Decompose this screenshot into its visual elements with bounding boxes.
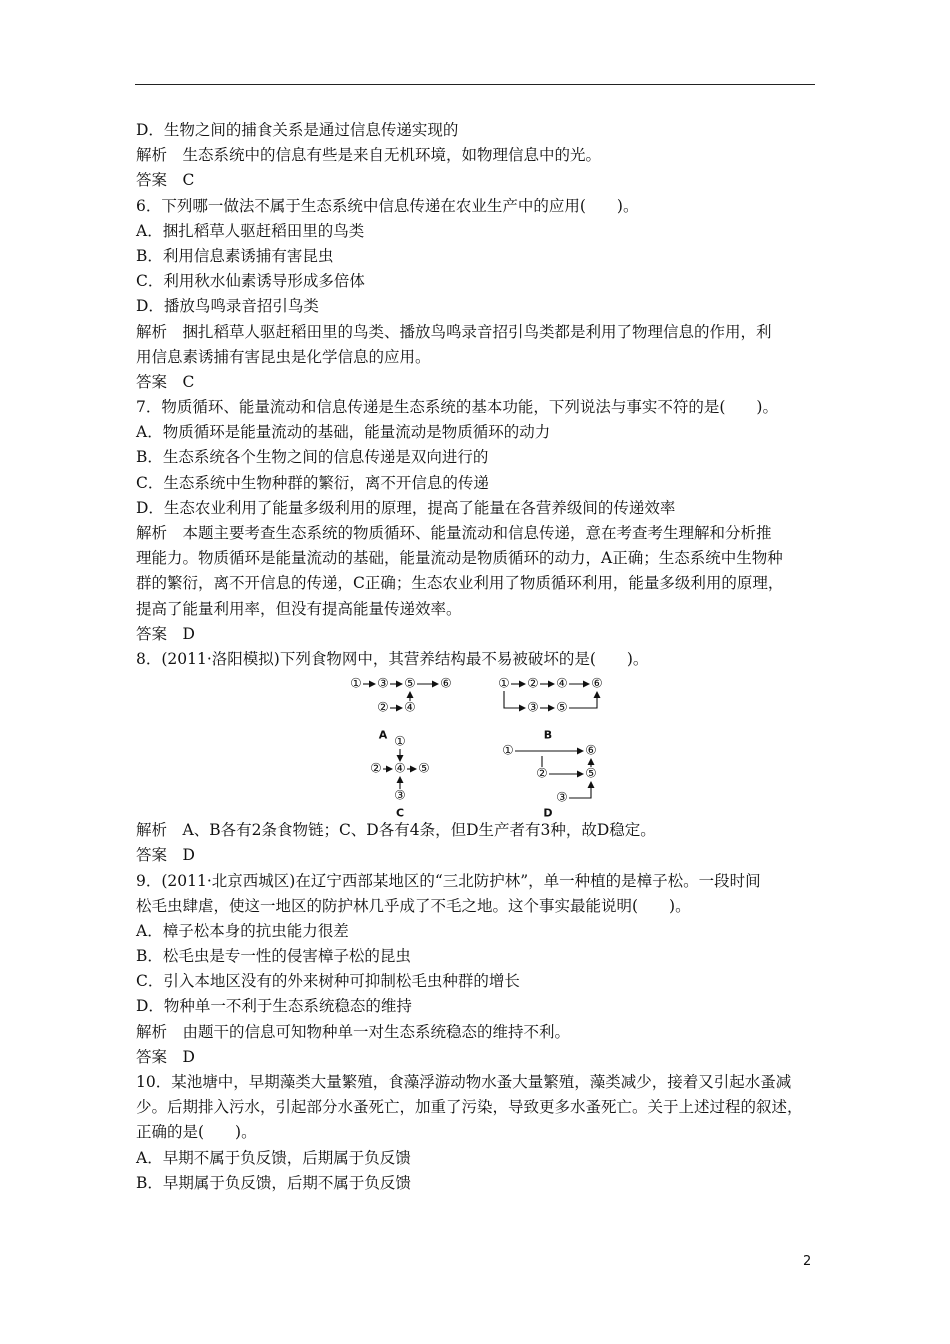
node: ⑤ — [418, 761, 430, 777]
text-line: 7．物质循环、能量流动和信息传递是生态系统的基本功能，下列说法与事实不符的是( )。 — [136, 398, 778, 417]
arrow — [504, 691, 525, 708]
text-line: B．早期属于负反馈，后期不属于负反馈 — [136, 1173, 411, 1192]
node: ③ — [556, 790, 568, 806]
text-line: 6．下列哪一做法不属于生态系统中信息传递在农业生产中的应用( )。 — [136, 196, 639, 215]
text-line: 解析 A、B各有2条食物链；C、D各有4条，但D生产者有3种，故D稳定。 — [136, 821, 656, 840]
text-line: 答案 D — [136, 1047, 195, 1066]
text-line: A．捆扎稻草人驱赶稻田里的鸟类 — [136, 221, 365, 240]
node: ② — [527, 676, 539, 692]
text-line: 答案 C — [136, 372, 195, 391]
text-line: D．生态农业利用了能量多级利用的原理，提高了能量在各营养级间的传递效率 — [136, 498, 676, 517]
node: ③ — [394, 788, 406, 804]
node: ② — [536, 766, 548, 782]
text-line: 解析 捆扎稻草人驱赶稻田里的鸟类、播放鸟鸣录音招引鸟类都是利用了物理信息的作用，利 — [136, 322, 772, 341]
text-line: B．生态系统各个生物之间的信息传递是双向进行的 — [136, 448, 489, 467]
food-web-b — [498, 677, 603, 742]
food-web-d — [502, 744, 597, 819]
food-web-c — [370, 735, 430, 819]
text-line: A．早期不属于负反馈，后期属于负反馈 — [136, 1148, 411, 1167]
food-web-figure — [136, 672, 816, 818]
text-line: C．引入本地区没有的外来树种可抑制松毛虫种群的增长 — [136, 972, 520, 991]
diagram-label: C — [395, 806, 405, 819]
text-line: 提高了能量利用率，但没有提高能量传递效率。 — [136, 599, 462, 618]
text-line: 理能力。物质循环是能量流动的基础，能量流动是物质循环的动力，A正确；生态系统中生物种 — [136, 549, 783, 568]
node: ④ — [404, 700, 416, 716]
node: ① — [498, 676, 510, 692]
node: ① — [350, 676, 362, 692]
text-line: 群的繁衍，离不开信息的传递，C正确；生态农业利用了物质循环利用，能量多级利用的原理， — [136, 574, 784, 593]
text-line: 解析 由题干的信息可知物种单一对生态系统稳态的维持不利。 — [136, 1022, 571, 1041]
text-line: 解析 本题主要考查生态系统的物质循环、能量流动和信息传递，意在考查考生理解和分析推 — [136, 524, 772, 542]
node: ⑥ — [591, 676, 603, 692]
text-line: C．利用秋水仙素诱导形成多倍体 — [136, 272, 365, 291]
text-line: A．樟子松本身的抗虫能力很差 — [136, 921, 349, 940]
text-line: 解析 生态系统中的信息有些是来自无机环境，如物理信息中的光。 — [136, 146, 602, 165]
food-web-diagrams — [136, 672, 816, 818]
text-line: 9．(2011·北京西城区)在辽宁西部某地区的“三北防护林”，单一种植的是樟子松。一段时间 — [136, 871, 761, 890]
node: ④ — [394, 761, 406, 777]
arrow — [569, 692, 597, 708]
text-line: 松毛虫肆虐，使这一地区的防护林几乎成了不毛之地。这个事实最能说明( )。 — [136, 896, 691, 915]
text-line: D．生物之间的捕食关系是通过信息传递实现的 — [136, 121, 459, 139]
node: ③ — [377, 676, 389, 692]
text-line: 正确的是( )。 — [136, 1123, 257, 1142]
node: ① — [502, 743, 514, 759]
node: ⑥ — [585, 743, 597, 759]
diagram-label: B — [543, 728, 553, 742]
node: ① — [394, 734, 406, 750]
text-line: A．物质循环是能量流动的基础，能量流动是物质循环的动力 — [136, 423, 551, 442]
text-line: D．播放鸟鸣录音招引鸟类 — [136, 297, 319, 316]
text-line: 答案 D — [136, 846, 195, 865]
text-line: B．松毛虫是专一性的侵害樟子松的昆虫 — [136, 947, 411, 966]
food-web-a — [350, 677, 452, 742]
node: ② — [377, 700, 389, 716]
page-number: 2 — [803, 1254, 812, 1269]
node: ⑥ — [440, 676, 452, 692]
text-line: 答案 C — [136, 171, 195, 190]
node: ⑤ — [556, 700, 568, 716]
text-line: C．生态系统中生物种群的繁衍，离不开信息的传递 — [136, 473, 489, 492]
diagram-label: D — [543, 806, 553, 819]
text-line: 用信息素诱捕有害昆虫是化学信息的应用。 — [136, 347, 431, 366]
header-rule — [135, 84, 815, 85]
text-line: 答案 D — [136, 624, 195, 643]
arrow — [569, 782, 591, 798]
text-line: 少。后期排入污水，引起部分水蚤死亡，加重了污染，导致更多水蚤死亡。关于上述过程的叙述， — [136, 1098, 803, 1117]
node: ② — [370, 761, 382, 777]
node: ⑤ — [404, 676, 416, 692]
text-line: 10．某池塘中，早期藻类大量繁殖，食藻浮游动物水蚤大量繁殖，藻类减少，接着又引起水蚤减 — [136, 1073, 792, 1091]
document-body — [136, 118, 816, 1196]
diagram-label: A — [378, 728, 388, 742]
text-line: D．物种单一不利于生态系统稳态的维持 — [136, 997, 412, 1016]
text-line: 8．(2011·洛阳模拟)下列食物网中，其营养结构最不易被破坏的是( )。 — [136, 649, 649, 668]
node: ③ — [527, 700, 539, 716]
node: ④ — [556, 676, 568, 692]
node: ⑤ — [585, 766, 597, 782]
text-line: B．利用信息素诱捕有害昆虫 — [136, 246, 334, 265]
